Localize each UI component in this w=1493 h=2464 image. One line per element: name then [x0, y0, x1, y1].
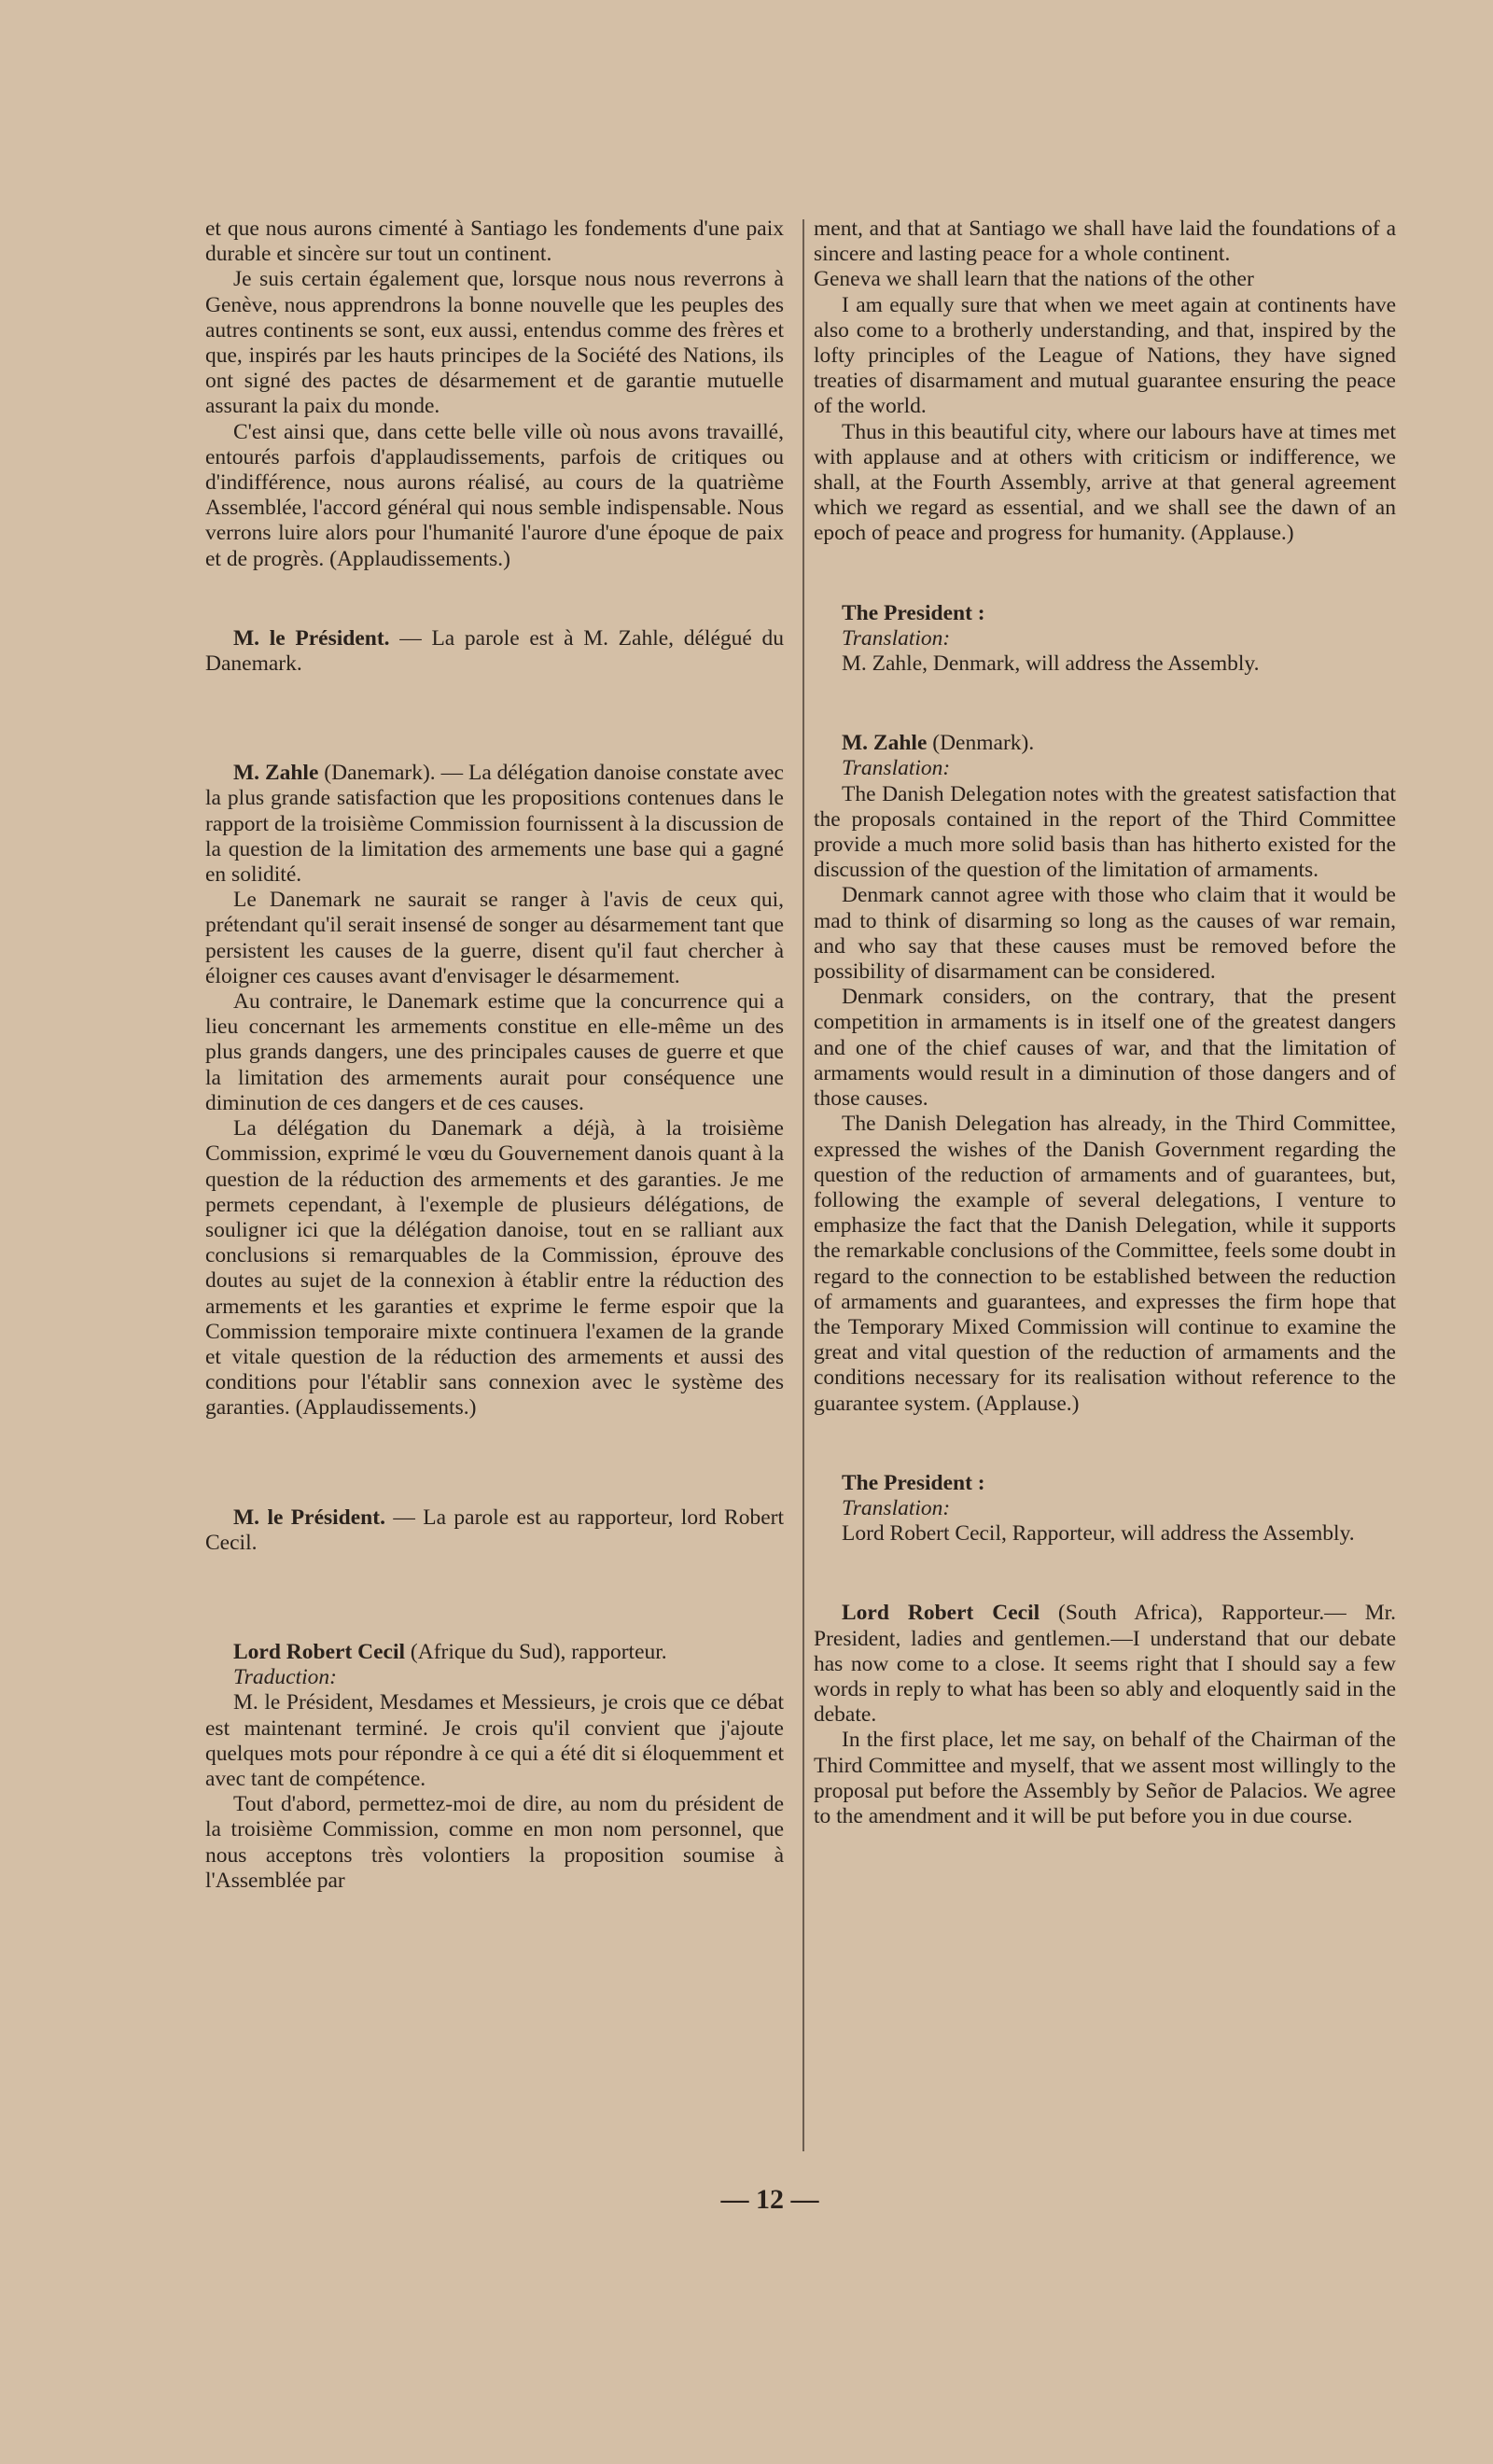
paragraph-text: Geneva we shall learn that the nations of the other: [814, 267, 1254, 292]
paragraph-text: Denmark cannot agree with those who claim that it would be mad to think of disarming so long as the causes of war remain, and who say that these causes must be removed before the possibility of disarmament can be considered.: [814, 883, 1396, 985]
paragraph: [814, 1112, 1396, 1416]
paragraph-text: The Danish Delegation has already, in the Third Committee, expressed the wishes of the Danish Government regarding the question of the reduction of armaments and of guarantees, but, following the example of several delegations, I venture to emphasize the fact that the Danish Delegation, while it supports the remarkable conclusions of the Committee, feels some doubt in regard to the connection to be established between the reduction of armaments and guarantees, and expresses the firm hope that the Temporary Mixed Commission will continue to examine the great and vital question of the reduction of armaments and the conditions necessary for its realisation without reference to the guarantee system. (Applause.): [814, 1112, 1396, 1416]
paragraph-text: La délégation du Danemark a déjà, à la troisième Commission, exprimé le vœu du Gouvernement danois quant à la question de la réduction des armements et des garanties. Je me permets cependant, à l'exemple de plusieurs délégations, de souligner ici que la délégation danoise, tout en se ralliant aux conclusions si remarquables de la Commission, éprouve des doutes au sujet de la connexion à établir entre la réduction des armements et les garanties et exprime le ferme espoir que la Commission temporaire mixte continuera l'examen de la grande et vitale question de la réduction des armements et aussi des conditions pour l'établir sans connexion avec le système des garanties. (Applaudissements.): [205, 1116, 784, 1421]
page-number: — 12 —: [720, 2184, 819, 2215]
speaker-text: (Denmark).: [927, 731, 1035, 756]
translation-label: Translation:: [842, 756, 951, 781]
section-gap: [205, 677, 784, 761]
speaker-name: M. Zahle: [842, 731, 928, 756]
speaker-text: — La parole est à M. Zahle, délégué du Danemark.: [205, 625, 784, 677]
english-column: [814, 217, 1396, 1829]
section-gap: [205, 1556, 784, 1640]
speaker-paragraph: [205, 1640, 784, 1665]
speaker-name: Lord Robert Cecil: [233, 1639, 406, 1664]
paragraph: [205, 1690, 784, 1792]
speaker-paragraph: [814, 1601, 1396, 1728]
speaker-paragraph: [814, 731, 1396, 756]
speaker-paragraph: [205, 626, 784, 677]
speaker-name: The President :: [842, 1470, 985, 1495]
column-divider: [802, 219, 804, 2151]
speaker-name: M. Zahle: [233, 761, 319, 786]
section-gap: [205, 572, 784, 626]
paragraph-text: C'est ainsi que, dans cette belle ville où nous avons travaillé, entourés parfois d'applaudissements, parfois de critiques ou d'indifférence, nous aurons réalisé, au cours de la quatrième Assemblée, l'accord général qui nous semble indispensable. Nous verrons luire alors pour l'humanité l'aurore d'une époque de paix et de progrès. (Applaudissements.): [205, 419, 784, 571]
speaker-paragraph: [205, 1505, 784, 1556]
section-gap: [814, 677, 1396, 731]
paragraph-text: Denmark considers, on the contrary, that the present competition in armaments is in itself one of the greatest dangers and one of the chief causes of war, and that the limitation of armaments would result in a diminution of those dangers and of those causes.: [814, 985, 1396, 1112]
paragraph: [814, 651, 1396, 677]
paragraph: [814, 420, 1396, 547]
paragraph-text: Thus in this beautiful city, where our labours have at times met with applause and at others with criticism or indifference, we shall, at the Fourth Assembly, arrive at that general agreement which we regard as essential, and we shall see the dawn of an epoch of peace and progress for humanity. (Applause.): [814, 419, 1396, 546]
paragraph-text: I am equally sure that when we meet again at continents have also come to a brotherly understanding, and that, inspired by the lofty principles of the League of Nations, they have signed treaties of disarmament and mutual guarantee ensuring the peace of the world.: [814, 292, 1396, 419]
speaker-text: (Danemark). — La délégation danoise constate avec la plus grande satisfaction que les propositions contenues dans le rapport de la troisième Commission fournissent à la discussion de la question de la limitation des armements une base qui a gagné en solidité.: [205, 761, 784, 888]
paragraph-text: Lord Robert Cecil, Rapporteur, will address the Assembly.: [842, 1521, 1355, 1547]
paragraph-text: M. le Président, Mesdames et Messieurs, je crois que ce débat est maintenant terminé. Je crois qu'il convient que j'ajoute quelques mots pour répondre à ce qui a été dit si éloquemment et avec tant de compétence.: [205, 1690, 784, 1791]
speaker-text: — La parole est au rapporteur, lord Robert Cecil.: [205, 1505, 784, 1555]
speaker-paragraph: [205, 761, 784, 888]
paragraph: [814, 985, 1396, 1112]
paragraph: [814, 217, 1396, 267]
paragraph: [814, 1728, 1396, 1829]
paragraph-text: The Danish Delegation notes with the greatest satisfaction that the proposals contained in the report of the Third Committee provide a much more solid basis than has hitherto existed for the discussion of the question of the limitation of armaments.: [814, 781, 1396, 883]
paragraph: [814, 883, 1396, 985]
translation-label: Translation:: [842, 625, 951, 651]
speaker-name: The President :: [842, 600, 985, 625]
paragraph: [814, 1521, 1396, 1547]
paragraph: [814, 782, 1396, 884]
section-gap: [814, 547, 1396, 601]
paragraph-text: Le Danemark ne saurait se ranger à l'avis de ceux qui, prétendant qu'il serait insensé de songer au désarmement tant que persistent les causes de la guerre, disent qu'il faut chercher à éloigner ces causes avant d'envisager le désarmement.: [205, 888, 784, 988]
translation-label: Translation:: [842, 1495, 951, 1520]
paragraph: [814, 267, 1396, 292]
paragraph-text: Tout d'abord, permettez-moi de dire, au nom du président de la troisième Commission, comme en mon nom personnel, que nous acceptons très volontiers la proposition soumise à l'Assemblée par: [205, 1792, 784, 1893]
speaker-text: (Afrique du Sud), rapporteur.: [405, 1639, 667, 1664]
paragraph: [205, 420, 784, 572]
speaker-name: M. le Président.: [233, 625, 390, 651]
paragraph: [814, 293, 1396, 420]
paragraph-text: Au contraire, le Danemark estime que la concurrence qui a lieu concernant les armements constitue en elle-même un des plus grands dangers, une des principales causes de guerre et que la limitation des armements aurait pour conséquence une diminution de ces dangers et de ces causes.: [205, 989, 784, 1115]
paragraph: [205, 989, 784, 1116]
translation-label: Traduction:: [233, 1665, 337, 1690]
section-gap: [814, 1547, 1396, 1601]
paragraph-text: Je suis certain également que, lorsque nous nous reverrons à Genève, nous apprendrons la bonne nouvelle que les peuples des autres continents se sont, eux aussi, entendus comme des frères et que, inspirés par les hauts principes de la Société des Nations, ils ont signé des pactes de désarmement et de garantie mutuelle assurant la paix du monde.: [205, 267, 784, 419]
paragraph: [205, 888, 784, 989]
french-column: [205, 217, 784, 1894]
paragraph-text: M. Zahle, Denmark, will address the Assembly.: [842, 651, 1260, 677]
paragraph: [205, 217, 784, 267]
speaker-name: M. le Président.: [233, 1505, 385, 1530]
section-gap: [205, 1421, 784, 1505]
section-gap: [814, 1417, 1396, 1471]
paragraph-text: In the first place, let me say, on behalf of the Chairman of the Third Committee and myself, that we assent most willingly to the proposal put before the Assembly by Señor de Palacios. We agree to the amendment and it will be put before you in due course.: [814, 1728, 1396, 1828]
paragraph: [205, 1792, 784, 1894]
paragraph: [205, 267, 784, 419]
paragraph: [205, 1116, 784, 1421]
speaker-paragraph: [814, 1471, 1396, 1496]
speaker-name: Lord Robert Cecil: [842, 1601, 1040, 1626]
speaker-paragraph: [814, 601, 1396, 626]
paragraph-text: ment, and that at Santiago we shall have laid the foundations of a sincere and lasting peace for a whole continent.: [814, 217, 1396, 267]
paragraph-text: et que nous aurons cimenté à Santiago les fondements d'une paix durable et sincère sur tout un continent.: [205, 217, 784, 267]
speaker-text: (South Africa), Rapporteur.— Mr. President, ladies and gentlemen.—I understand that our debate has now come to a close. It seems right that I should say a few words in reply to what has been so ably and eloquently said in the debate.: [814, 1601, 1397, 1728]
